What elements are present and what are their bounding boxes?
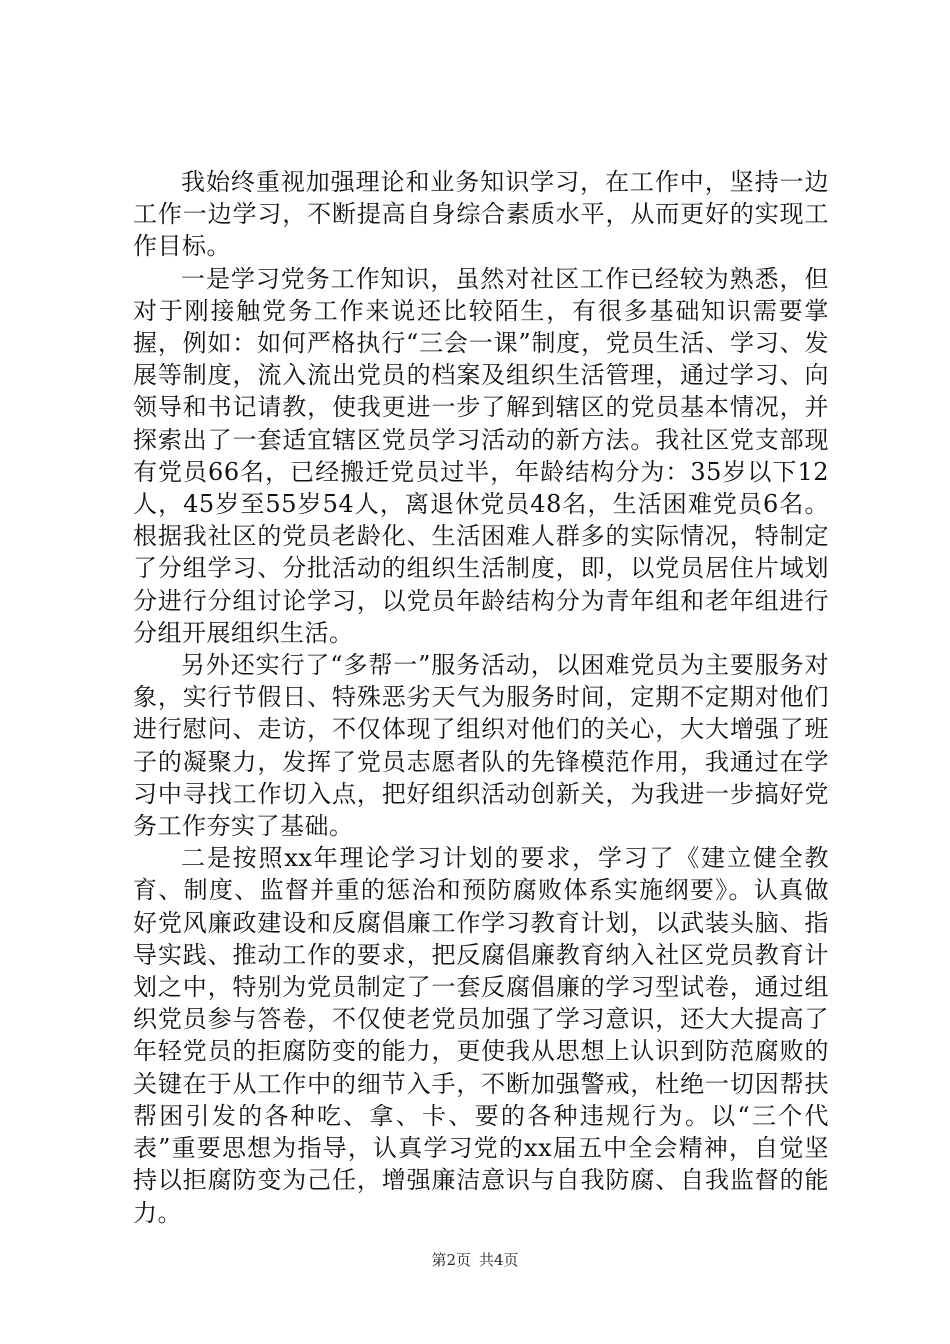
page-footer [0, 1249, 950, 1270]
document-body [133, 166, 829, 1229]
paragraph-2: 一是学习党务工作知识，虽然对社区工作已经较为熟悉，但对于刚接触党务工作来说还比较陌生，有很多基础知识需要掌握，例如：如何严格执行“三会一课”制度，党员生活、学习、发展等制度，流入流出党员的档案及组织生活管理，通过学习、向领导和书记请教，使我更进一步了解到辖区的党员基本情况，并探索出了一套适宜辖区党员学习活动的新方法。我社区党支部现有党员66名，已经搬迁党员过半，年龄结构分为：35岁以下12人，45岁至55岁54人，离退休党员48名，生活困难党员6名。根据我社区的党员老龄化、生活困难人群多的实际情况，特制定了分组学习、分批活动的组织生活制度，即，以党员居住片域划分进行分组讨论学习，以党员年龄结构分为青年组和老年组进行分组开展组织生活。 [133, 264, 829, 647]
page-number: 第2页 [431, 1251, 471, 1269]
paragraph-4: 二是按照xx年理论学习计划的要求，学习了《建立健全教育、制度、监督并重的惩治和预防腐败体系实施纲要》。认真做好党风廉政建设和反腐倡廉工作学习教育计划，以武装头脑、指导实践、推动工作的要求，把反腐倡廉教育纳入社区党员教育计划之中，特别为党员制定了一套反腐倡廉的学习型试卷，通过组织党员参与答卷，不仅使老党员加强了学习意识，还大大提高了年轻党员的拒腐防变的能力，更使我从思想上认识到防范腐败的关键在于从工作中的细节入手，不断加强警戒，杜绝一切因帮扶帮困引发的各种吃、拿、卡、要的各种违规行为。以“三个代表”重要思想为指导，认真学习党的xx届五中全会精神，自觉坚持以拒腐防变为己任，增强廉洁意识与自我防腐、自我监督的能力。 [133, 844, 829, 1227]
paragraph-3: 另外还实行了“多帮一”服务活动，以困难党员为主要服务对象，实行节假日、特殊恶劣天气为服务时间，定期不定期对他们进行慰问、走访，不仅体现了组织对他们的关心，大大增强了班子的凝聚力，发挥了党员志愿者队的先锋模范作用，我通过在学习中寻找工作切入点，把好组织活动创新关，为我进一步搞好党务工作夯实了基础。 [133, 651, 829, 841]
paragraph-1: 我始终重视加强理论和业务知识学习，在工作中，坚持一边工作一边学习，不断提高自身综合素质水平，从而更好的实现工作目标。 [133, 168, 829, 261]
page-total: 共4页 [479, 1251, 519, 1269]
